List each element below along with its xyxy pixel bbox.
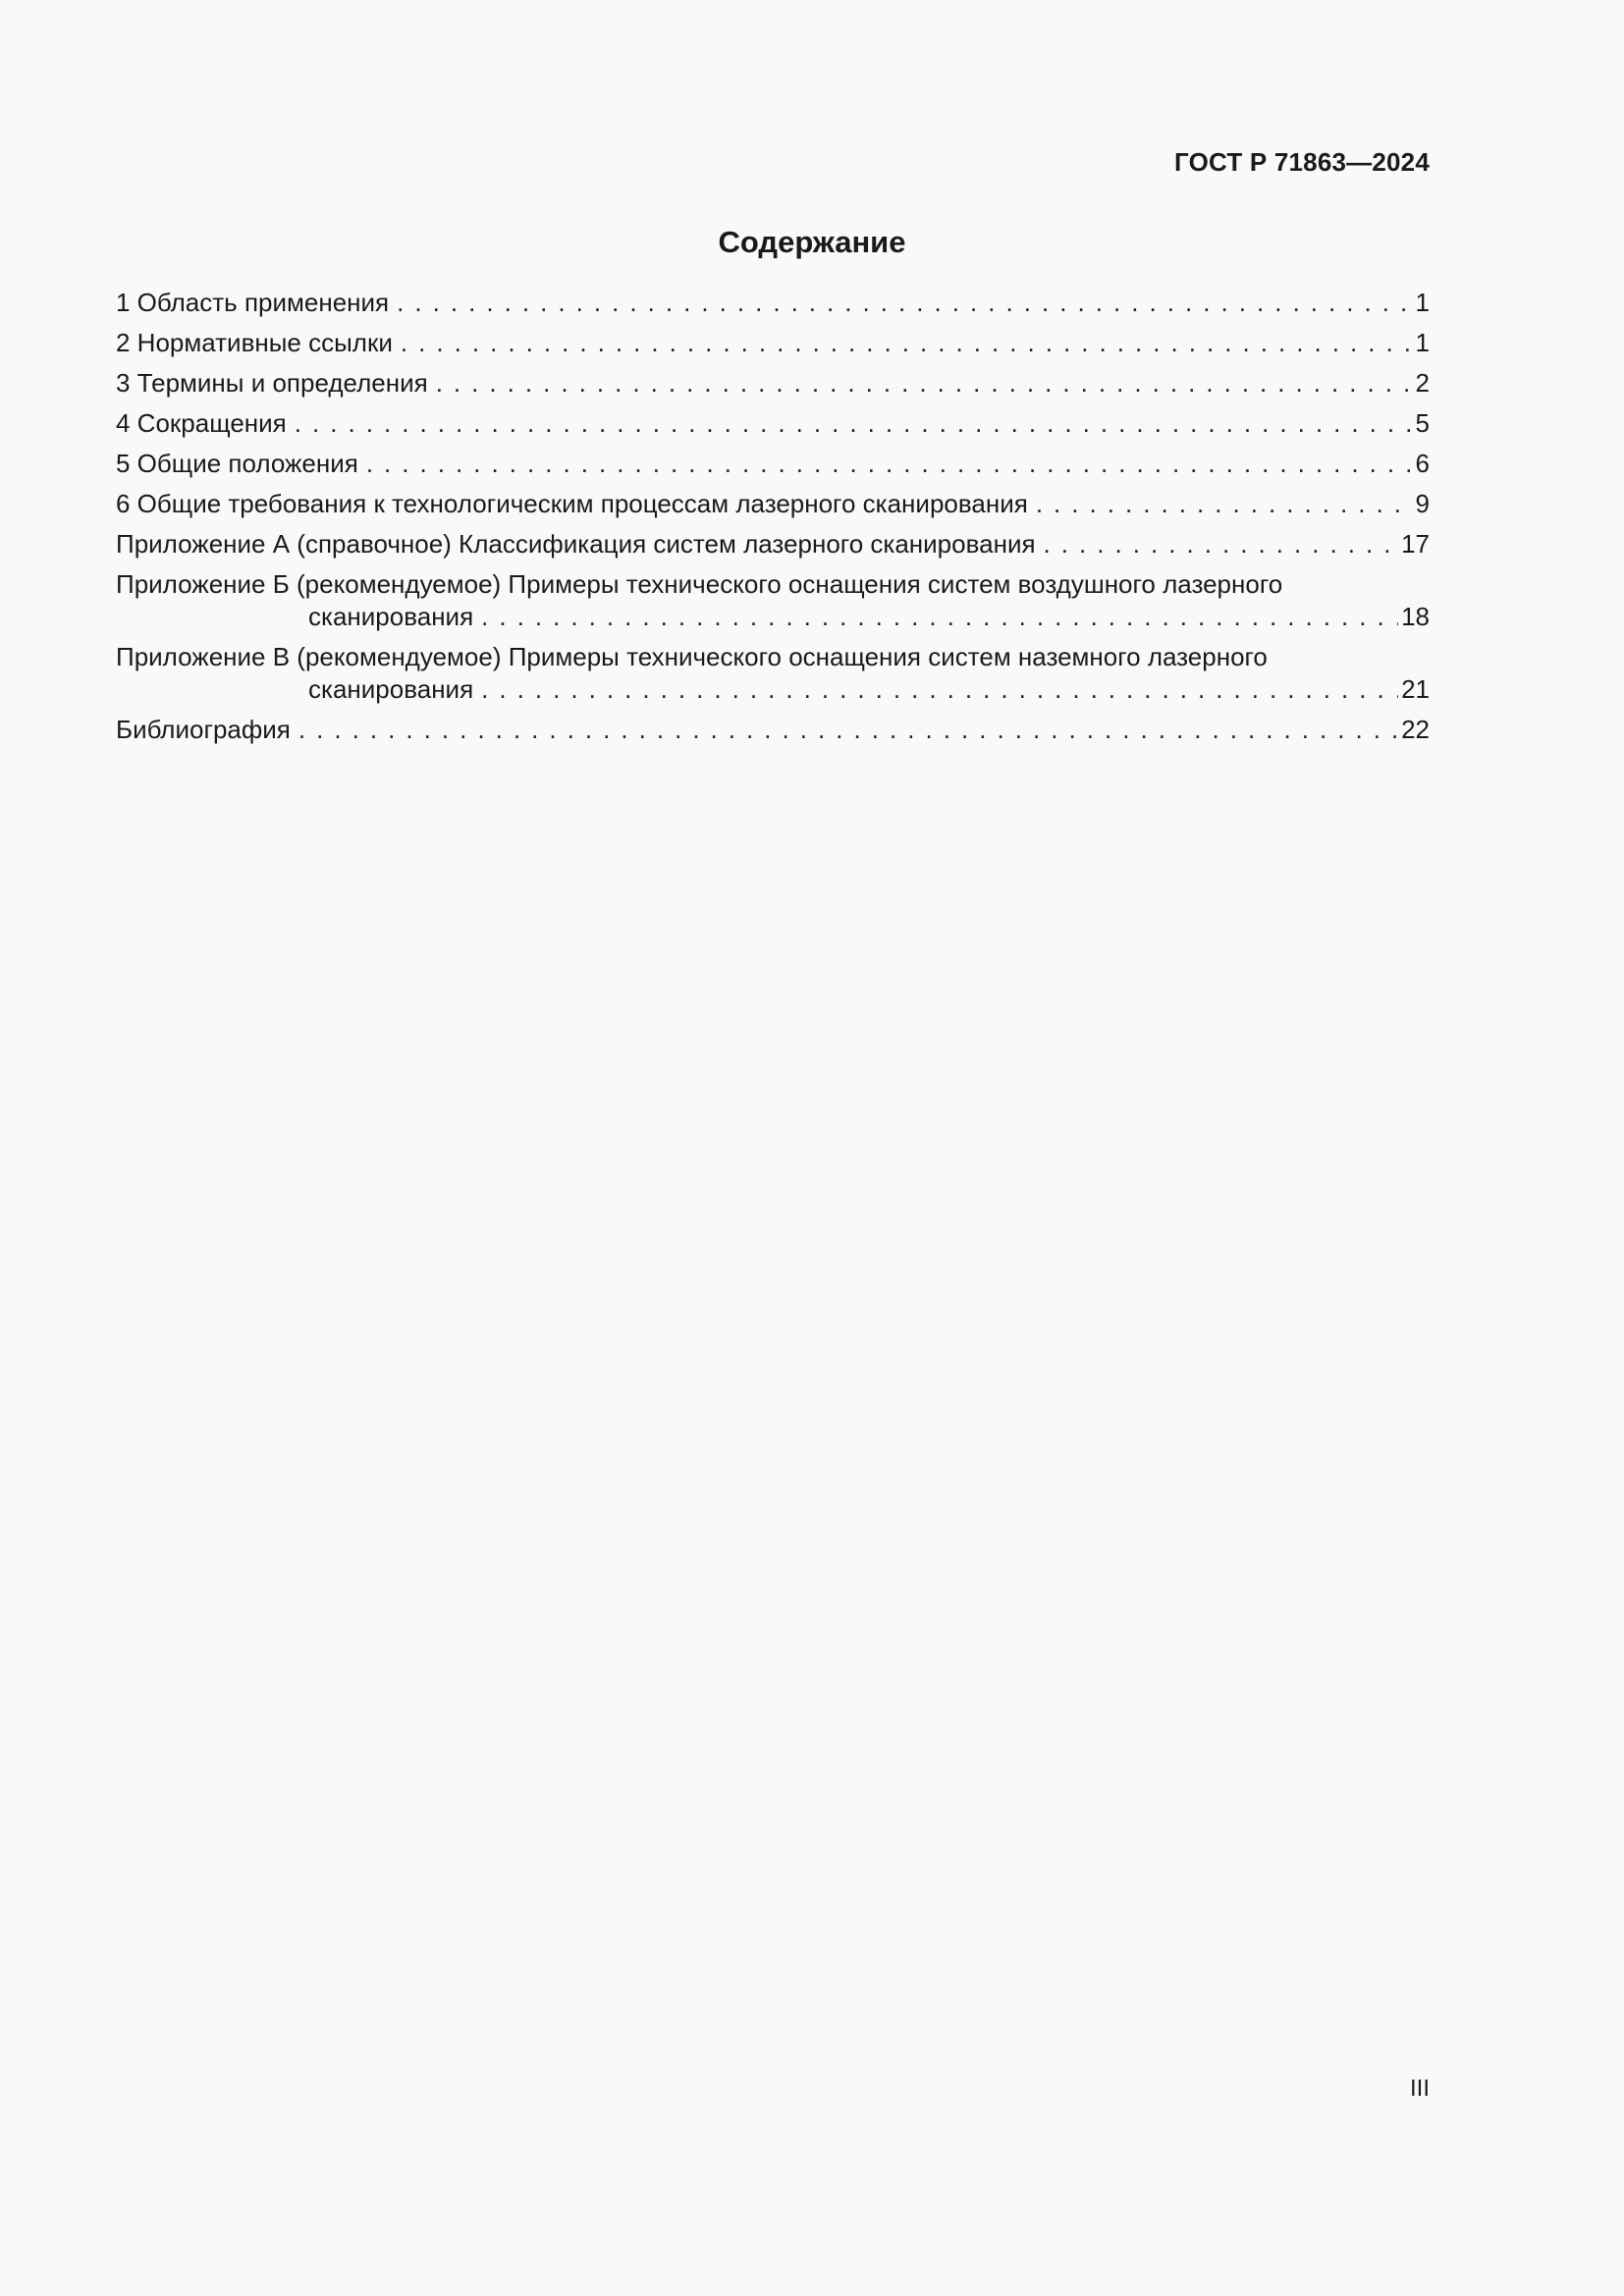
toc-page-number: 22 <box>1401 715 1430 744</box>
dot-leader <box>366 448 1413 480</box>
toc-entry-bibliography[interactable] <box>116 714 1430 746</box>
toc-title: Содержание <box>718 225 906 259</box>
toc-page-number: 9 <box>1415 489 1430 518</box>
dot-leader <box>401 327 1413 359</box>
toc-entry-abbreviations[interactable] <box>116 407 1430 440</box>
table-of-contents <box>116 287 1430 754</box>
toc-entry-label: Приложение А (справочное) Классификация систем лазерного сканирования <box>116 529 1036 559</box>
dot-leader <box>436 367 1413 400</box>
toc-entry-label: Библиография <box>116 715 291 744</box>
toc-entry-general-provisions[interactable] <box>116 448 1430 480</box>
dot-leader <box>481 673 1398 706</box>
document-code: ГОСТ Р 71863—2024 <box>1174 147 1430 177</box>
toc-entry-continuation: сканирования <box>308 674 474 704</box>
dot-leader <box>298 714 1398 746</box>
toc-entry-label: 5 Общие положения <box>116 449 358 478</box>
toc-entry-label: 3 Термины и определения <box>116 368 428 398</box>
toc-entry-general-requirements[interactable] <box>116 488 1430 520</box>
dot-leader <box>397 287 1412 319</box>
toc-entry-label: 6 Общие требования к технологическим процессам лазерного сканирования <box>116 489 1028 518</box>
toc-page-number: 17 <box>1401 529 1430 559</box>
toc-entry-normative-references[interactable] <box>116 327 1430 359</box>
page-number: III <box>1409 2075 1430 2102</box>
toc-page-number: 5 <box>1415 408 1430 438</box>
toc-page-number: 1 <box>1415 328 1430 357</box>
toc-entry-terms[interactable] <box>116 367 1430 400</box>
toc-entry-appendix-v[interactable] <box>116 641 1430 706</box>
toc-entry-label: 2 Нормативные ссылки <box>116 328 393 357</box>
toc-entry-appendix-a[interactable] <box>116 528 1430 561</box>
toc-entry-label: Приложение В (рекомендуемое) Примеры технического оснащения систем наземного лазерного <box>116 642 1268 671</box>
toc-entry-label: 4 Сокращения <box>116 408 287 438</box>
toc-page-number: 18 <box>1401 602 1430 631</box>
toc-page-number: 6 <box>1415 449 1430 478</box>
toc-entry-label: 1 Область применения <box>116 288 390 317</box>
dot-leader <box>1036 488 1413 520</box>
toc-page-number: 1 <box>1415 288 1430 317</box>
toc-entry-label: Приложение Б (рекомендуемое) Примеры технического оснащения систем воздушного лазерного <box>116 569 1283 599</box>
dot-leader <box>1044 528 1399 561</box>
dot-leader <box>481 601 1398 633</box>
toc-entry-continuation: сканирования <box>308 602 474 631</box>
toc-entry-scope[interactable] <box>116 287 1430 319</box>
toc-entry-appendix-b[interactable] <box>116 568 1430 633</box>
dot-leader <box>295 407 1413 440</box>
toc-page-number: 2 <box>1415 368 1430 398</box>
toc-page-number: 21 <box>1401 674 1430 704</box>
